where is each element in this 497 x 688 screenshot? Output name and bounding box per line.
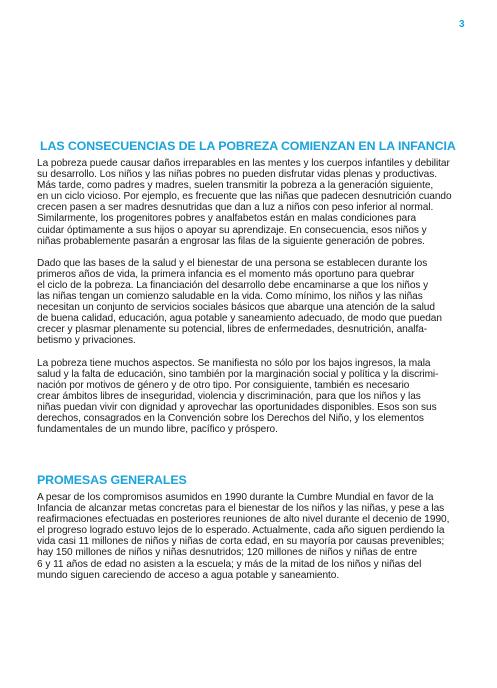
- text-line: cuidar óptimamente a sus hijos o apoyar su aprendizaje. En consecuencia, esos niños y: [37, 224, 427, 236]
- text-line: primeros años de vida, la primera infancia es el momento más oportuno para quebrar: [37, 268, 415, 280]
- text-line: su desarrollo. Los niños y las niñas pobres no pueden disfrutar vidas plenas y productivas.: [37, 169, 437, 181]
- paragraph-spacer: [37, 347, 465, 358]
- text-line: La pobreza tiene muchos aspectos. Se manifiesta no sólo por los bajos ingresos, la mala: [37, 357, 431, 369]
- text-line: A pesar de los compromisos asumidos en 1990 durante la Cumbre Mundial en favor de la: [37, 492, 434, 503]
- text-line: de buena calidad, educación, agua potable y saneamiento adecuado, de modo que puedan: [37, 313, 442, 325]
- text-line: Similarmente, los progenitores pobres y analfabetos están en malas condiciones para: [37, 213, 417, 225]
- paragraph: [37, 492, 465, 581]
- paragraph: [37, 358, 465, 436]
- paragraph-spacer: [37, 247, 465, 258]
- section-title: PROMESAS GENERALES: [37, 473, 187, 487]
- text-line: La pobreza puede causar daños irreparables en las mentes y los cuerpos infantiles y debilitar: [37, 158, 450, 169]
- text-line: fundamentales de un mundo libre, pacífico y próspero.: [37, 424, 278, 436]
- text-line: en un ciclo vicioso. Por ejemplo, es frecuente que las niñas que padecen desnutrición cuando: [37, 191, 452, 203]
- text-line: derechos, consagrados en la Convención sobre los Derechos del Niño, y los elementos: [37, 412, 424, 424]
- text-line: nación por motivos de género y de otro tipo. Por consiguiente, también es necesario: [37, 379, 410, 391]
- text-line: mundo siguen careciendo de acceso a agua potable y saneamiento.: [37, 569, 340, 581]
- text-line: Dado que las bases de la salud y el bienestar de una persona se establecen durante los: [37, 257, 428, 269]
- page-number: 3: [459, 19, 465, 30]
- section-title: LAS CONSECUENCIAS DE LA POBREZA COMIENZAN EN LA INFANCIA: [40, 139, 456, 153]
- text-line: reafirmaciones efectuadas en posteriores reuniones de alto nivel durante el decenio de 1990,: [37, 514, 450, 526]
- text-line: crecen pasen a ser madres desnutridas que dan a luz a niños con peso inferior al normal.: [37, 202, 434, 214]
- paragraph: [37, 258, 465, 347]
- text-line: betismo y privaciones.: [37, 335, 136, 347]
- text-line: Infancia de alcanzar metas concretas para el bienestar de los niños y las niñas, y pese a las: [37, 503, 445, 515]
- text-line: salud y la falta de educación, sino también por la marginación social y política y la discrimi-: [37, 368, 439, 380]
- text-line: Más tarde, como padres y madres, suelen transmitir la pobreza a la generación siguiente,: [37, 180, 434, 192]
- text-line: el progreso logrado estuvo lejos de lo esperado. Actualmente, cada año siguen perdiendo la: [37, 525, 445, 537]
- text-line: vida casi 11 millones de niños y niñas de corta edad, en su mayoría por causas prevenibles;: [37, 536, 445, 548]
- text-line: crear ámbitos libres de inseguridad, violencia y discriminación, para que los niños y las: [37, 390, 421, 402]
- text-line: hay 150 millones de niños y niñas desnutridos; 120 millones de niños y niñas de entre: [37, 547, 418, 559]
- section-general-promises: [37, 473, 465, 581]
- text-line: el ciclo de la pobreza. La financiación del desarrollo debe encaminarse a que los niños y: [37, 279, 429, 291]
- text-line: las niñas tengan un comienzo saludable en la vida. Como mínimo, los niños y las niñas: [37, 291, 423, 303]
- paragraph: [37, 158, 465, 247]
- text-line: 6 y 11 años de edad no asisten a la escuela; y más de la mitad de los niños y niñas del: [37, 558, 422, 570]
- text-line: niñas puedan vivir con dignidad y aprovechar las oportunidades disponibles. Esos son sus: [37, 401, 437, 413]
- text-line: crecer y plasmar plenamente su potencial, libres de enfermedades, desnutrición, analfa-: [37, 324, 428, 336]
- section-poverty-consequences: [37, 139, 465, 435]
- text-line: niñas probablemente pasarán a engrosar las filas de la siguiente generación de pobres.: [37, 235, 425, 247]
- text-line: necesitan un conjunto de servicios sociales básicos que abarque una atención de la salud: [37, 302, 435, 314]
